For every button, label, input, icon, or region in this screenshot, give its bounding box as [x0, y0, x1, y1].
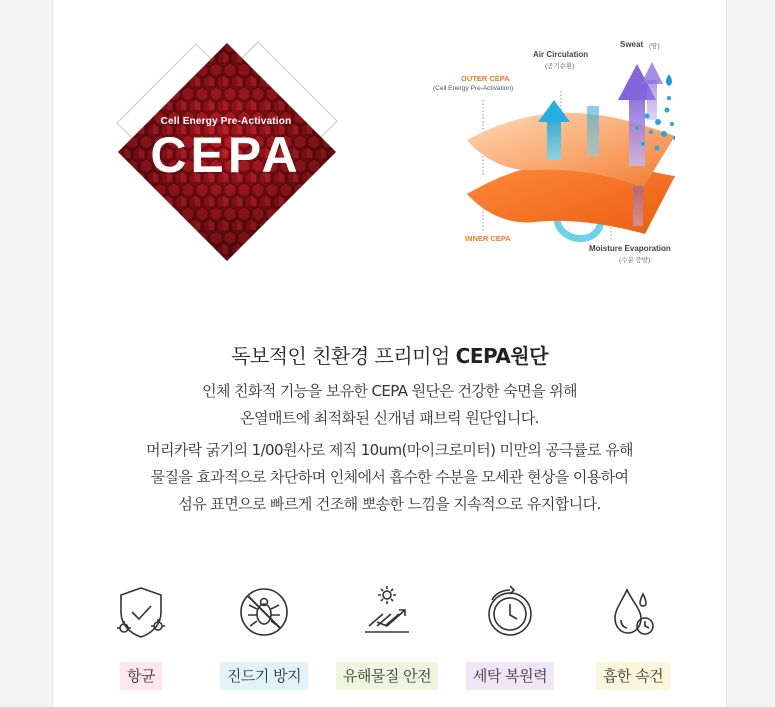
feature-label: 흡한 속건	[596, 662, 670, 690]
feature-label: 항균	[120, 662, 162, 690]
outer-cepa-sublabel: (Cell Energy Pre-Activation)	[433, 85, 514, 92]
inner-cepa-label: INNER CEPA	[465, 234, 511, 243]
detail-line: 머리카락 굵기의 1/00원사로 제직 10um(마이크로미터) 미만의 공극률로 유해	[146, 441, 633, 459]
sweat-sublabel: (땀)	[649, 43, 660, 50]
air-circulation-sublabel: (공기순환)	[545, 63, 575, 70]
restore-clock-icon	[480, 582, 540, 642]
feature-quick-dry	[578, 582, 688, 690]
heading-bold: CEPA원단	[455, 344, 548, 368]
feature-list	[53, 582, 726, 702]
intro-line: 인체 친화적 기능을 보유한 CEPA 원단은 건강한 숙면을 위해	[202, 382, 577, 400]
detail-paragraph	[53, 437, 726, 518]
heading-light: 독보적인 친환경 프리미엄	[231, 344, 456, 368]
feature-label: 진드기 방지	[220, 662, 308, 690]
outer-cepa-label: OUTER CEPA	[461, 74, 510, 83]
intro-line: 온열매트에 최적화된 신개념 패브릭 원단입니다.	[240, 409, 539, 427]
feature-wash-restore	[455, 582, 565, 690]
feature-anti-mite	[209, 582, 319, 690]
feature-label: 세탁 복원력	[466, 662, 554, 690]
feature-label: 유해물질 안전	[336, 662, 438, 690]
sweat-drop-icon	[603, 582, 663, 642]
fabric-diagram-graphic	[375, 36, 675, 271]
detail-line: 섬유 표면으로 빠르게 건조해 뽀송한 느낌을 지속적으로 유지합니다.	[178, 495, 601, 513]
section-heading	[53, 340, 726, 369]
no-mite-icon	[234, 582, 294, 642]
shield-check-icon	[111, 582, 171, 642]
air-circulation-label: Air Circulation	[533, 50, 589, 59]
intro-paragraph	[53, 378, 726, 432]
product-detail-page	[52, 0, 727, 707]
moisture-evaporation-label: Moisture Evaporation	[589, 244, 671, 253]
detail-line: 물질을 효과적으로 차단하며 인체에서 흡수한 수분을 모세관 현상을 이용하여	[150, 468, 629, 486]
feature-antibacterial	[86, 582, 196, 690]
badge-subtitle: Cell Energy Pre-Activation	[160, 116, 292, 127]
moisture-evaporation-sublabel: (수분 증발)	[619, 257, 651, 264]
sweat-label: Sweat	[620, 40, 644, 49]
uv-shield-icon	[357, 582, 417, 642]
badge-title: CEPA	[150, 127, 302, 183]
feature-harmful-substance-safe	[332, 582, 442, 690]
cepa-badge	[111, 38, 341, 268]
fabric-diagram	[375, 36, 675, 271]
